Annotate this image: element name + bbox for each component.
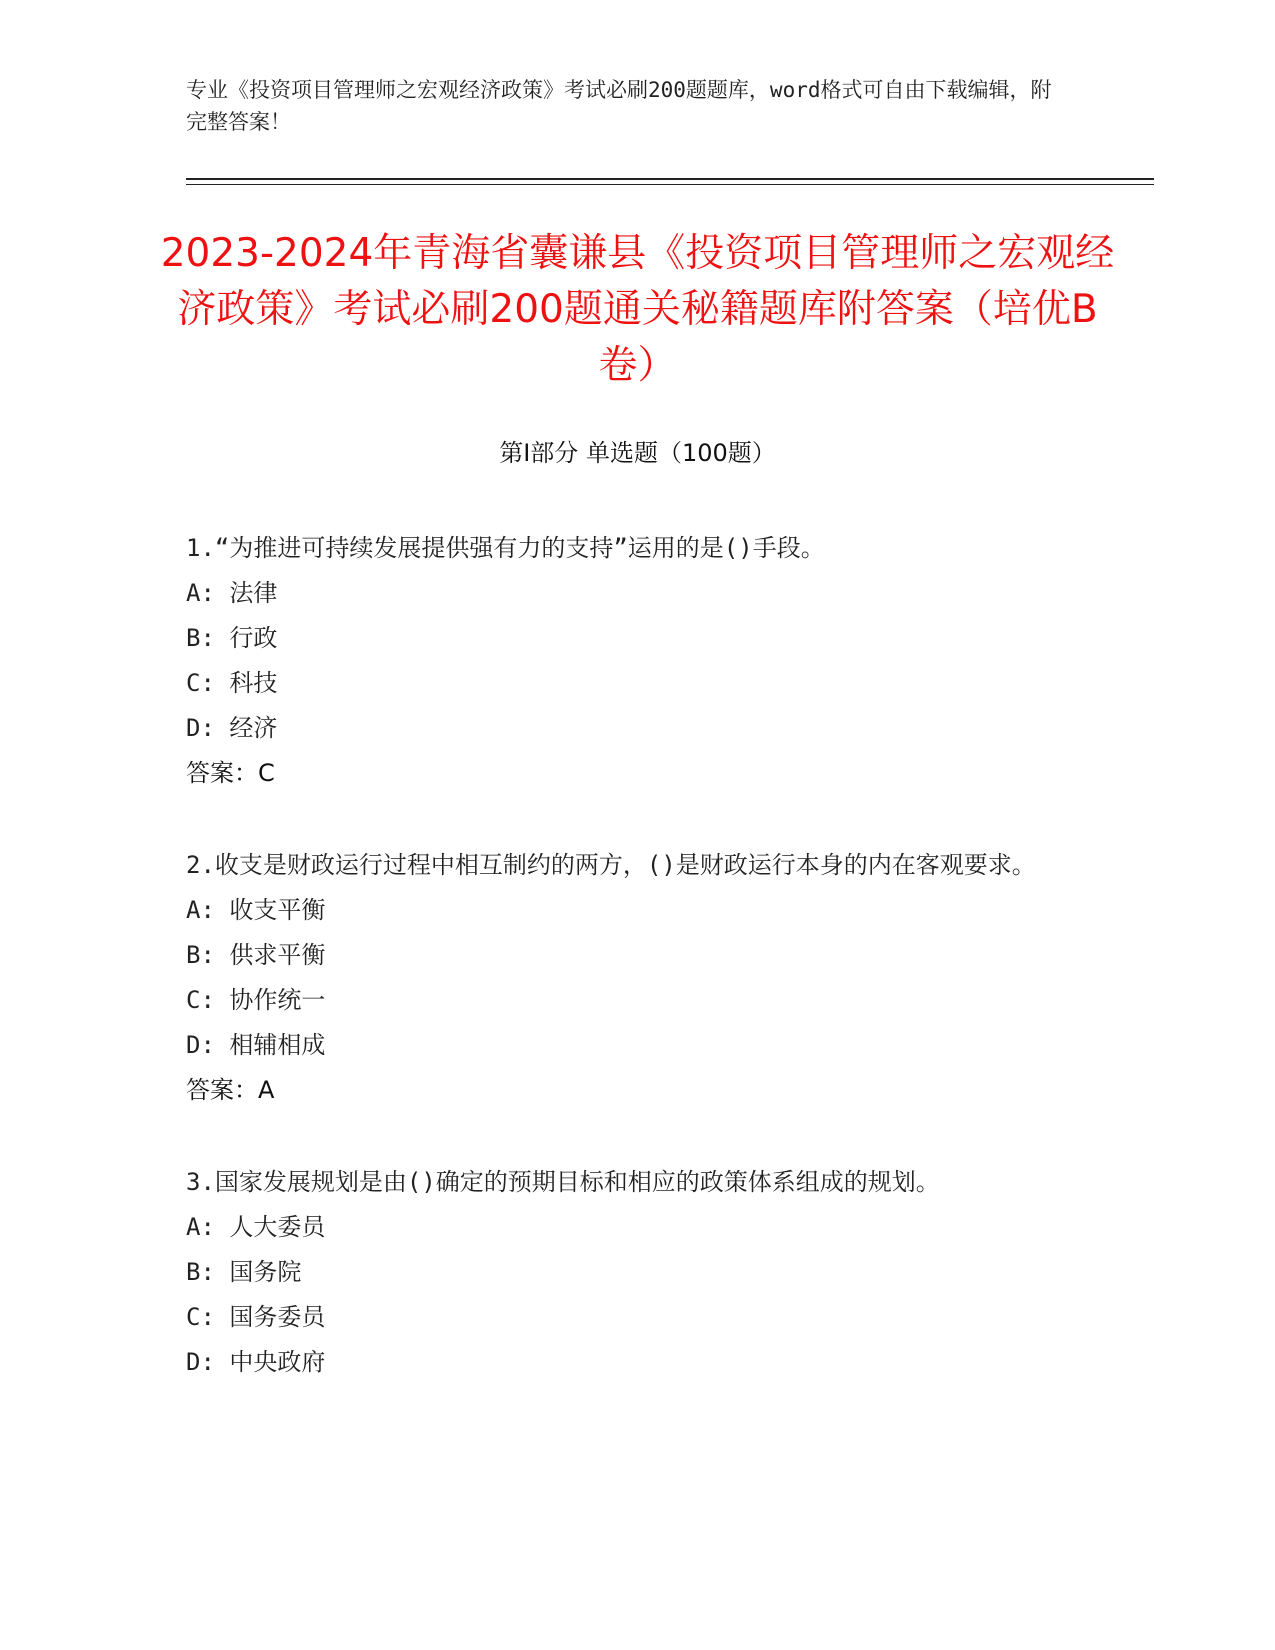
header-rule-thin [186,184,1154,185]
question-2 [186,843,1066,1113]
question-stem: 1.“为推进可持续发展提供强有力的支持”运用的是()手段。 [186,534,825,562]
option-c: C: 科技 [186,669,278,697]
section-title: 第Ⅰ部分 单选题（100题） [499,439,776,467]
option-b: B: 行政 [186,624,278,652]
question-3 [186,1160,1066,1385]
option-c: C: 国务委员 [186,1303,326,1331]
question-stem: 3.国家发展规划是由()确定的预期目标和相应的政策体系组成的规划。 [186,1168,940,1196]
option-b: B: 供求平衡 [186,941,326,969]
question-gap [186,796,1066,843]
question-stem: 2.收支是财政运行过程中相互制约的两方，()是财政运行本身的内在客观要求。 [186,851,1036,879]
question-list [186,526,1066,1385]
option-a: A: 人大委员 [186,1213,326,1241]
header-note: 专业《投资项目管理师之宏观经济政策》考试必刷200题题库，word格式可自由下载编辑，附完整答案！ [186,78,1052,134]
option-d: D: 中央政府 [186,1348,326,1376]
answer-line: 答案：A [186,1076,275,1104]
header-rule-thick [186,178,1154,180]
question-gap [186,1113,1066,1160]
option-c: C: 协作统一 [186,986,326,1014]
question-1 [186,526,1066,796]
document-title: 2023-2024年青海省囊谦县《投资项目管理师之宏观经济政策》考试必刷200题通关秘籍题库附答案（培优B卷） [160,231,1115,388]
option-a: A: 收支平衡 [186,896,326,924]
option-d: D: 经济 [186,714,278,742]
answer-line: 答案：C [186,759,275,787]
option-d: D: 相辅相成 [186,1031,326,1059]
option-b: B: 国务院 [186,1258,302,1286]
option-a: A: 法律 [186,579,278,607]
